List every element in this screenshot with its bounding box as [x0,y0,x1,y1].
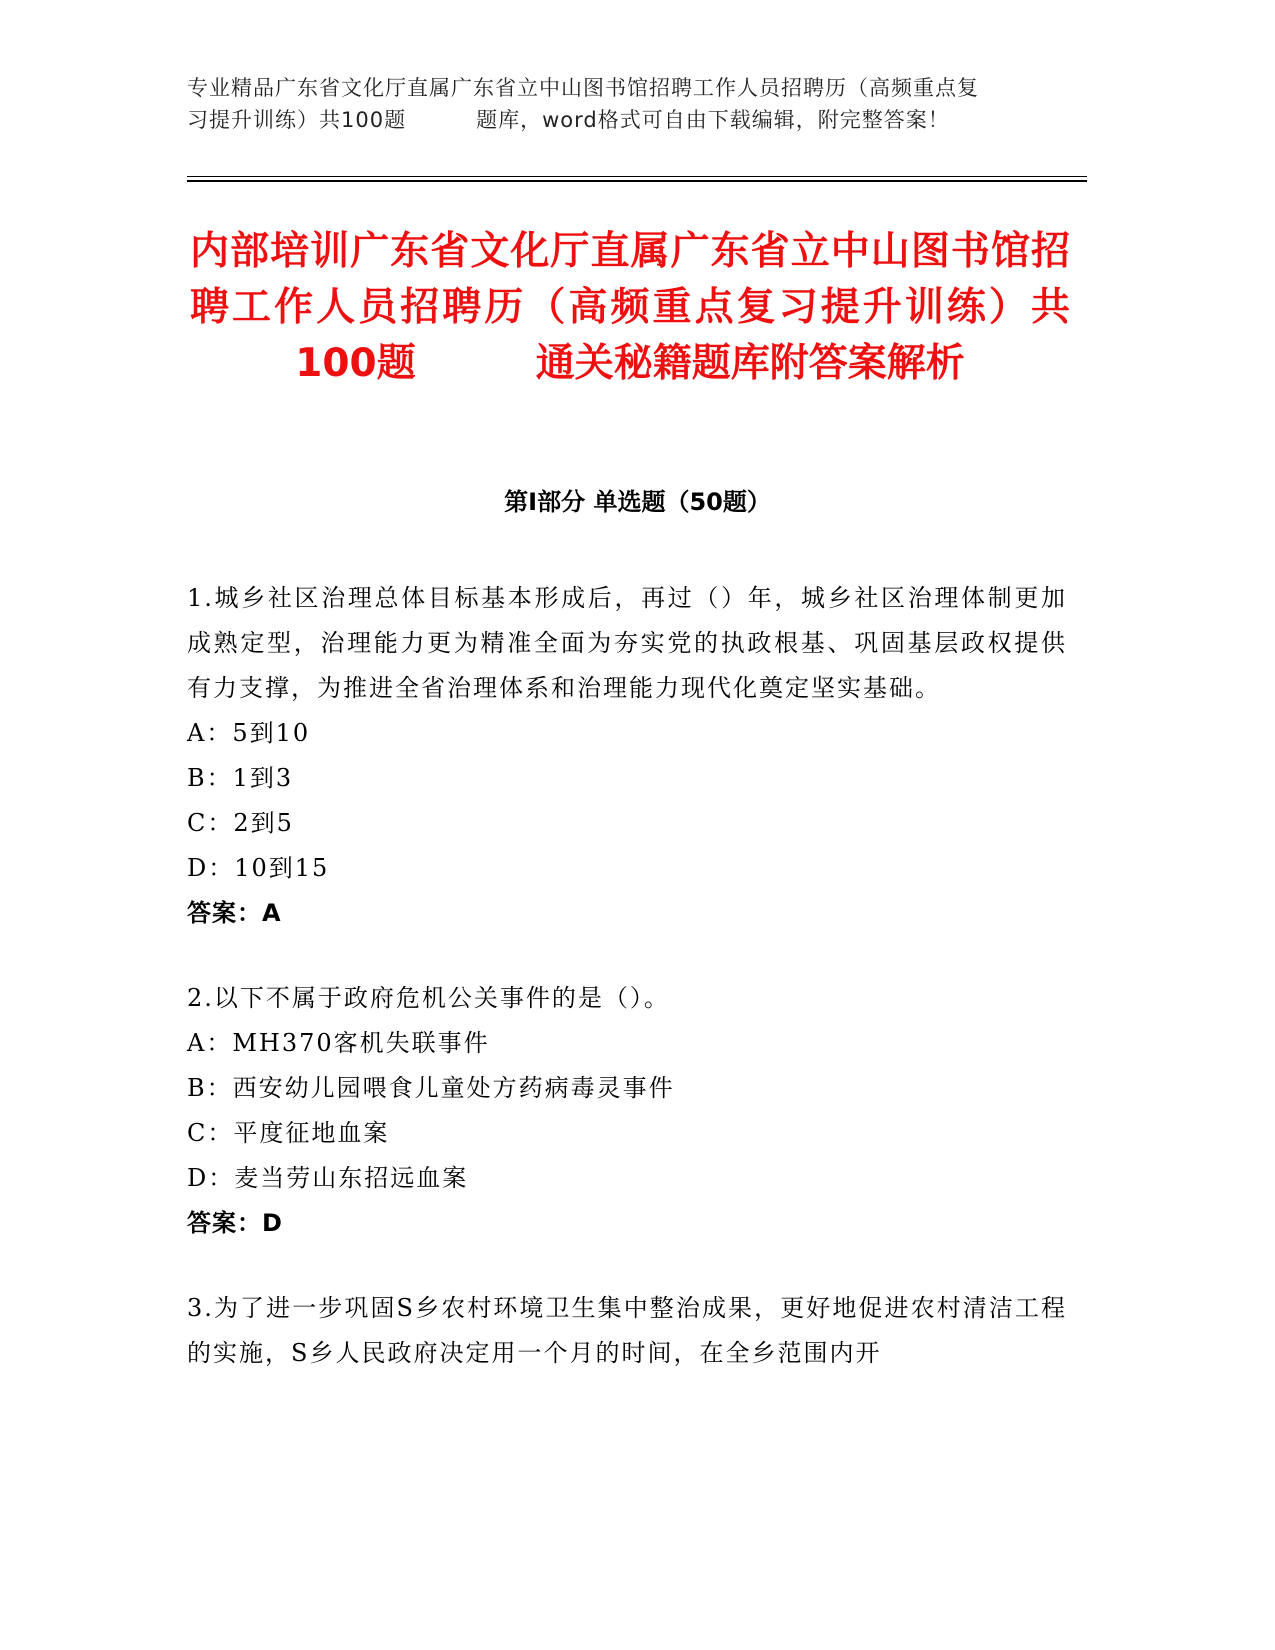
header-line-2-left: 习提升训练）共100题 [187,108,407,132]
option-a: A：MH370客机失联事件 [187,1029,490,1057]
title-part-1: 内部培训广东省文化厅直属广东省立中山图书馆招聘工作人员招聘历（高频重点复习提升训练）共100题 [190,229,1070,386]
header-line-2 [187,104,1087,136]
section-heading: 第Ⅰ部分 单选题（50题） [504,488,771,516]
option-c: C：2到5 [187,809,294,837]
option-b: B：1到3 [187,764,294,792]
header-line-1: 专业精品广东省文化厅直属广东省立中山图书馆招聘工作人员招聘历（高频重点复 [187,76,979,100]
question-text: 3.为了进一步巩固S乡农村环境卫生集中整治成果，更好地促进农村清洁工程的实施，S乡人民政府决定用一个月的时间，在全乡范围内开 [187,1294,1067,1367]
page-header [187,72,1087,136]
header-rule-thin [187,176,1087,177]
header-rule-thick [187,180,1087,182]
title-part-2: 通关秘籍题库附答案解析 [535,341,965,386]
question-2 [187,976,1067,1246]
question-3 [187,1286,1067,1376]
document-title [190,224,1070,392]
question-1 [187,576,1067,936]
answer: 答案：A [187,899,282,927]
question-list [187,576,1067,1376]
option-d: D：麦当劳山东招远血案 [187,1164,469,1192]
option-a: A：5到10 [187,719,311,747]
question-text: 2.以下不属于政府危机公关事件的是（）。 [187,984,670,1012]
question-text: 1.城乡社区治理总体目标基本形成后，再过（）年，城乡社区治理体制更加成熟定型，治理能力更为精准全面为夯实党的执政根基、巩固基层政权提供有力支撑，为推进全省治理体系和治理能力现代化奠定坚实基础。 [187,584,1067,702]
option-d: D：10到15 [187,854,330,882]
answer: 答案：D [187,1209,283,1237]
header-line-2-right: 题库，word格式可自由下载编辑，附完整答案！ [476,108,950,132]
option-c: C：平度征地血案 [187,1119,390,1147]
option-b: B：西安幼儿园喂食儿童处方药病毒灵事件 [187,1074,675,1102]
